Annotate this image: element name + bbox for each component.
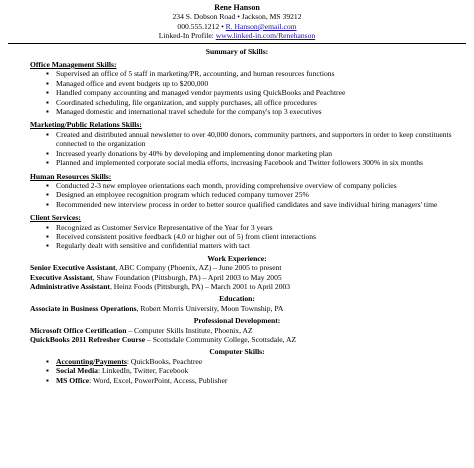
- course-name: QuickBooks 2011 Refresher Course: [30, 335, 146, 344]
- list-item: ▪ Coordinated scheduling, file organization, and supply purchases, all office procedures: [56, 98, 456, 107]
- address-line: 234 S. Dobson Road • Jackson, MS 39212: [172, 12, 302, 22]
- list-item: ▪ Received consistent positive feedback (4.0 or higher out of 5) from client interactions: [56, 232, 456, 241]
- course-entry: [30, 326, 474, 335]
- office-management-list: [0, 69, 474, 116]
- applicant-name: Rene Hanson: [214, 3, 260, 12]
- list-item: ▪ Managed office and event budgets up to $200,000: [56, 79, 456, 88]
- job-role: Executive Assistant: [30, 272, 93, 282]
- job-role: Administrative Assistant: [30, 281, 110, 291]
- list-item: ▪ Managed domestic and international travel schedule for the company's top 3 executives: [56, 107, 456, 116]
- job-entry: [30, 263, 474, 272]
- job-detail: , Shaw Foundation (Pittsburgh, PA) – April 2003 to May 2005: [92, 272, 282, 282]
- linkedin-line: [0, 31, 474, 40]
- summary-title: Summary of Skills:: [205, 46, 269, 56]
- marketing-heading: Marketing/Public Relations Skills:: [30, 120, 142, 130]
- list-item: [56, 357, 456, 366]
- job-role: Senior Executive Assistant: [30, 263, 116, 273]
- professional-title: Professional Development:: [193, 316, 281, 326]
- list-item: ▪ Supervised an office of 5 staff in marketing/PR, accounting, and human resources functions: [56, 69, 456, 78]
- list-item: [56, 366, 456, 375]
- computer-skills-list: [0, 357, 474, 385]
- linkedin-link[interactable]: www.linked-in.com/Renehanson: [215, 31, 316, 41]
- course-name: Microsoft Office Certification: [30, 325, 127, 335]
- course-detail: – Scottsdale Community College, Scottsdale, AZ: [145, 335, 297, 344]
- job-entry: [30, 282, 474, 291]
- degree: Associate in Business Operations: [30, 303, 137, 313]
- skill-detail: : LinkedIn, Twitter, Facebook: [97, 366, 189, 376]
- list-item: ▪ Regularly dealt with sensitive and confidential matters with tact: [56, 241, 456, 250]
- list-item: ▪ Designed an employee recognition program which reduced company turnover 25%: [56, 190, 456, 199]
- skill-label: Accounting/Payments: [56, 356, 127, 366]
- human-resources-heading: Human Resources Skills:: [30, 171, 112, 181]
- education-title: Education:: [219, 294, 255, 304]
- list-item: ▪ Increased yearly donations by 40% by developing and implementing donor marketing plan: [56, 149, 456, 158]
- course-entry: [30, 335, 474, 344]
- skill-label: Social Media: [56, 366, 98, 376]
- job-detail: , ABC Company (Phoenix, AZ) – June 2005 to present: [115, 263, 282, 273]
- email-link[interactable]: R. Hanson@email.com: [225, 21, 297, 31]
- school: , Robert Morris University, Moon Township, PA: [136, 303, 284, 313]
- computer-title: Computer Skills:: [209, 347, 265, 357]
- office-management-heading: Office Management Skills:: [30, 60, 117, 70]
- human-resources-list: [0, 181, 474, 209]
- phone-text: 000.555.1212 •: [177, 21, 226, 31]
- skill-detail: : QuickBooks, Peachtree: [126, 356, 203, 366]
- skill-detail: : Word, Excel, PowerPoint, Access, Publisher: [89, 375, 228, 385]
- list-item: ▪ Handled company accounting and managed vendor payments using QuickBooks and Peachtree: [56, 88, 456, 97]
- header-divider: [8, 43, 466, 44]
- marketing-list: [0, 130, 474, 168]
- course-detail: – Computer Skills Institute, Phoenix, AZ: [126, 325, 253, 335]
- client-services-heading: Client Services:: [30, 213, 81, 223]
- list-item: ▪ Recognized as Customer Service Representative of the Year for 3 years: [56, 223, 456, 232]
- work-title: Work Experience:: [207, 253, 267, 263]
- list-item: ▪ Recommended new interview process in order to better source qualified candidates and save individual hiring managers' time: [56, 200, 456, 209]
- education-entry: [30, 304, 474, 313]
- skill-label: MS Office: [56, 375, 90, 385]
- list-item: ▪ Conducted 2-3 new employee orientations each month, providing comprehensive overview of company policies: [56, 181, 456, 190]
- client-services-list: [0, 223, 474, 251]
- contact-line: [0, 22, 474, 31]
- job-detail: , Heinz Foods (Pittsburgh, PA) – March 2001 to April 2003: [109, 281, 291, 291]
- linkedin-label: Linked-In Profile:: [158, 31, 216, 41]
- job-entry: [30, 273, 474, 282]
- list-item: ▪ Planned and implemented corporate social media efforts, increasing Facebook and Twitter followers 300% in six months: [56, 158, 456, 167]
- list-item: [56, 376, 456, 385]
- list-item: ▪ Created and distributed annual newsletter to over 40,000 donors, community partners, and supporters in order to keep constituents connected to the organization: [56, 130, 456, 149]
